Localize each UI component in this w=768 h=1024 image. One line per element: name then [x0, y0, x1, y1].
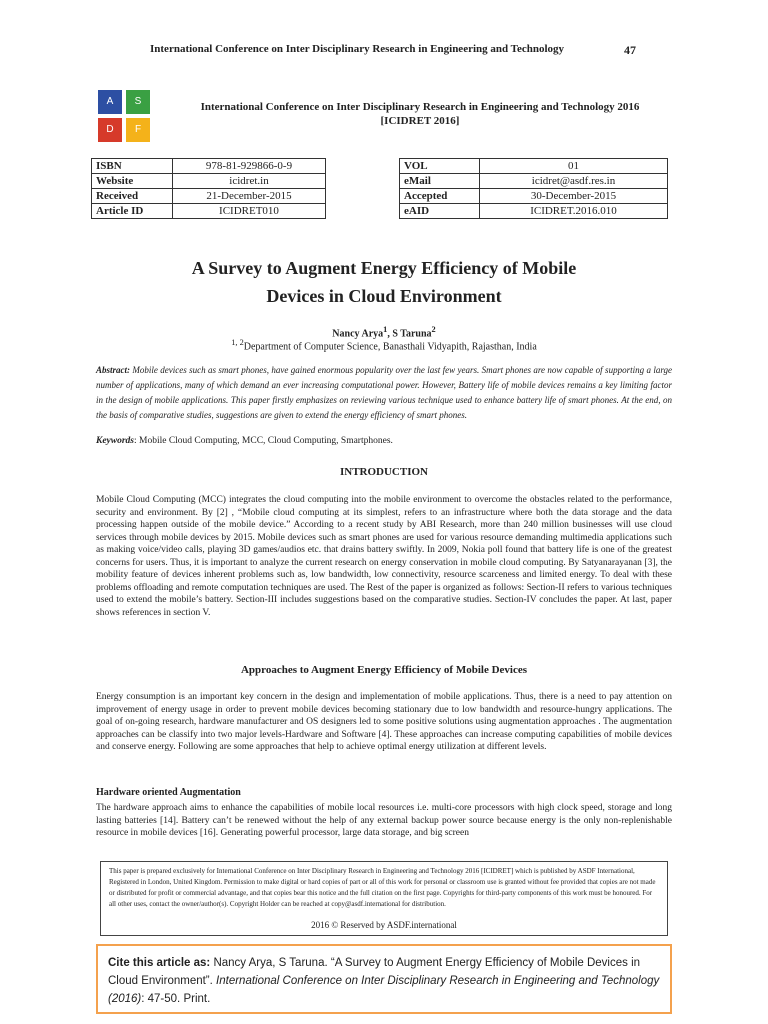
meta-value: 01 [480, 159, 668, 174]
table-row [92, 204, 668, 219]
meta-key: ISBN [92, 159, 173, 174]
author-name: Nancy Arya [332, 328, 384, 340]
affiliation-superscript: 1, 2 [231, 338, 244, 347]
asdf-logo [98, 90, 151, 142]
table-row [92, 159, 668, 174]
logo-letter-f: F [126, 118, 150, 142]
meta-key: Accepted [400, 189, 480, 204]
table-row [92, 174, 668, 189]
copyright-rights: 2016 © Reserved by ASDF.international [311, 920, 457, 930]
copyright-notice [100, 861, 668, 936]
affiliation-text: Department of Computer Science, Banasthali Vidyapith, Rajasthan, India [243, 341, 537, 353]
abstract [96, 363, 672, 423]
meta-value: 978-81-929866-0-9 [173, 159, 326, 174]
meta-key: eAID [400, 204, 480, 219]
cite-label: Cite this article as: [108, 957, 211, 969]
paper-title [100, 254, 668, 310]
logo-letter-s: S [126, 90, 150, 114]
abstract-text: Mobile devices such as smart phones, have gained enormous popularity over the last few years. Smart phones are now capable of supporting a large number of applications, many of which demand an ever increasing computational power. However, Battery life of mobile devices remains a key limiting factor in the design of mobile applications. This paper firstly emphasizes on reviewing various technique used to enhance battery life of smart phones. At the end, on the basis of comparative studies, suggestions are given to extend the energy efficiency of smart phones. [96, 365, 672, 420]
abstract-label: Abstract: [96, 365, 131, 375]
conference-title-line1: International Conference on Inter Disciplinary Research in Engineering and Technology 2016 [200, 101, 640, 113]
page-number: 47 [624, 43, 636, 57]
meta-value: icidret@asdf.res.in [480, 174, 668, 189]
author-separator: , [387, 328, 393, 340]
meta-value: icidret.in [173, 174, 326, 189]
affiliation [100, 338, 668, 352]
logo-letter-a: A [98, 90, 122, 114]
hardware-paragraph: The hardware approach aims to enhance the capabilities of mobile local resources i.e. multi-core processors with high clock speed, storage and long lasting batteries [14]. Battery can’t be renewed without the help of any external backup power source because energy is the only non-replenishable resource in mobile devices [16]. Generating powerful processor, large data storage, and big screen [96, 803, 672, 838]
meta-value: 21-December-2015 [173, 189, 326, 204]
meta-value: ICIDRET010 [173, 204, 326, 219]
paper-title-line2: Devices in Cloud Environment [266, 286, 502, 306]
article-metadata-table [91, 158, 668, 219]
meta-value: 30-December-2015 [480, 189, 668, 204]
running-head [150, 43, 650, 55]
approaches-paragraph: Energy consumption is an important key concern in the design and implementation of mobile applications. Thus, there is a need to pay attention on improvement of energy usage in order to prevent mobile devices becoming stationary due to low bandwidth and resource-hungry applications. The goal of on-going research, hardware manufacturer and OS designers led to some positive solutions using augmentation approaches . The augmentation approaches can be classify into two major levels-Hardware and Software [4]. These approaches can increase computing capabilities of mobile devices and conserve energy. Following are some approaches that help to achieve optimal energy utilization at different levels. [96, 692, 672, 752]
meta-key: eMail [400, 174, 480, 189]
keywords-label: Keywords [96, 436, 134, 446]
section-heading-approaches: Approaches to Augment Energy Efficiency of Mobile Devices [240, 664, 528, 676]
copyright-notice-text: This paper is prepared exclusively for International Conference on Inter Disciplinary Research in Engineering and Technology 2016 [ICIDRET] which is published by ASDF International, Registered in London, United Kingdom. Permission to make digital or hard copies of part or all of this work for personal or classroom use is granted without fee provided that copies are not made or distributed for profit or commercial advantage, and that copies bear this notice and the full citation on the first page. Copyrights for third-party components of this work must be honoured. For all other uses, contact the owner/author(s). Copyright Holder can be reached at copy@asdf.international for distribution. [109, 867, 656, 908]
meta-key: VOL [400, 159, 480, 174]
logo-letter-d: D [98, 118, 122, 142]
table-row [92, 189, 668, 204]
keywords-text: : Mobile Cloud Computing, MCC, Cloud Computing, Smartphones. [134, 436, 393, 446]
cite-pages: : 47-50. Print. [141, 993, 211, 1005]
section-heading-introduction: INTRODUCTION [339, 466, 428, 478]
introduction-paragraph: Mobile Cloud Computing (MCC) integrates the cloud computing into the mobile environment to overcome the obstacles related to the performance, security and environment. By [2] , “Mobile cloud computing at its simplest, refers to an infrastructure where both the data storage and the data processing happen outside of the mobile device.” According to a recent study by ABI Research, more than 240 million businesses will use cloud services through mobile devices by 2015. Mobile devices such as smart phones are used for various resource demanding multimedia applications such as making voice/video calls, playing 3D games/audios etc. that drains battery swiftly. In 2009, Nokia poll found that battery life is one of the greatest concerns for users. Thus, it is important to analyze the current research on energy conservation in mobile cloud computing. By Satyanarayanan [3], the mobility feature of devices inherent problems such as, low bandwidth, low connectivity, resource scarceness and limited energy. To deal with these problems offloading and remote computation techniques are used. The Rest of the paper is organized as follows: Section-II refers to various techniques used to extend the mobile’s battery. Section-III includes suggestions based on the comparative studies. Section-IV concludes the paper. At last, paper shows references in section V. [96, 495, 672, 618]
meta-key: Received [92, 189, 173, 204]
author-superscript: 1 [383, 325, 388, 334]
meta-key: Website [92, 174, 173, 189]
author-name: S Taruna [392, 328, 432, 340]
meta-key: Article ID [92, 204, 173, 219]
conference-title-line2: [ICIDRET 2016] [380, 115, 460, 127]
running-head-text: International Conference on Inter Disciplinary Research in Engineering and Technology [150, 43, 565, 55]
conference-title [180, 100, 660, 128]
cite-venue: International Conference on Inter Disciplinary Research in Engineering and Technology (2016) [108, 975, 660, 1005]
meta-value: ICIDRET.2016.010 [480, 204, 668, 219]
subheading-hardware: Hardware oriented Augmentation [96, 787, 241, 798]
author-superscript: 2 [431, 325, 436, 334]
keywords [96, 436, 672, 446]
cite-authors: Nancy Arya, S Taruna. “A Survey to Augment Energy Efficiency of Mobile Devices in Cloud Environment”. [108, 957, 641, 987]
citation-box [96, 944, 672, 1014]
paper-title-line1: A Survey to Augment Energy Efficiency of Mobile [191, 258, 577, 278]
